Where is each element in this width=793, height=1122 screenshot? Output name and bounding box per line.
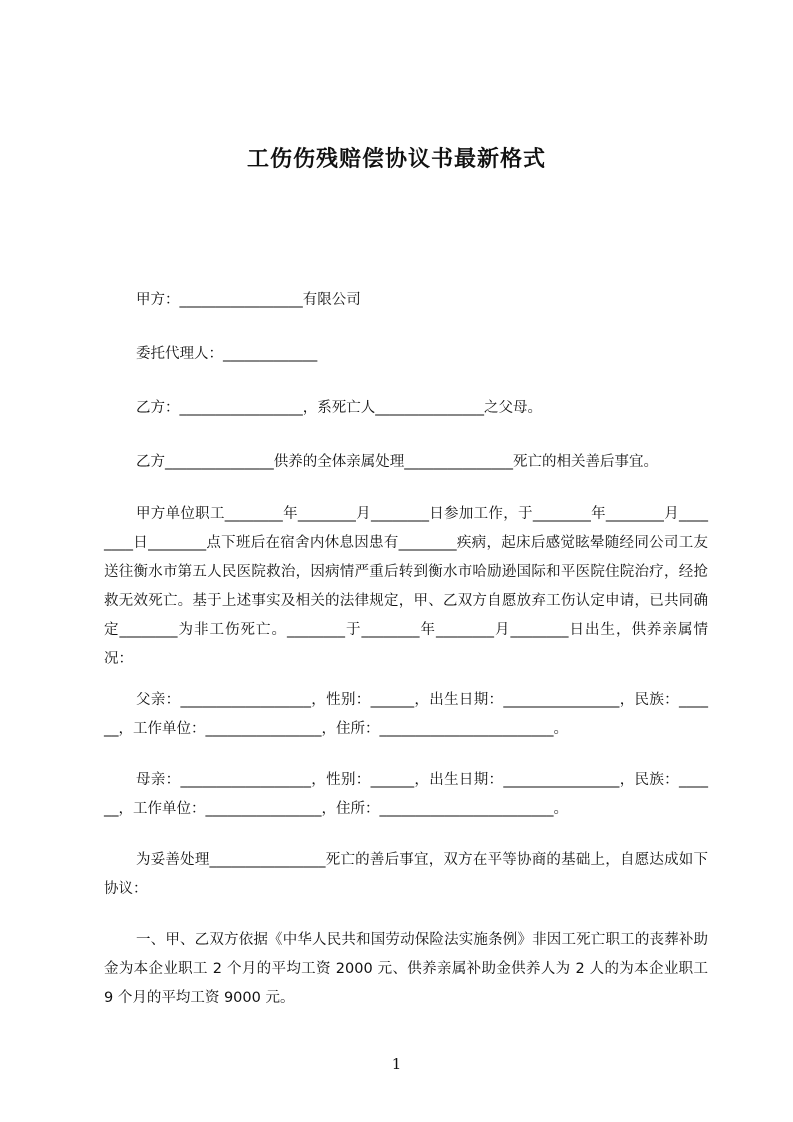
party-a-line: 甲方：_________________有限公司 xyxy=(136,292,361,308)
clause-one-paragraph: 一、甲、乙双方依据《中华人民共和国劳动保险法实施条例》非因工死亡职工的丧葬补助金为本企业职工 2 个月的平均工资 2000 元、供养亲属补助金供养人为 2 人的为本企业职工 9 个月的平均工资 9000 元。 xyxy=(104,932,708,1006)
party-b-scope-line: 乙方_______________供养的全体亲属处理_______________死亡的相关善后事宜。 xyxy=(136,454,658,470)
incident-paragraph: 甲方单位职工________年________月________日参加工作，于________年________月________日________点下班后在宿舍内休息因患有________疾病，起床后感觉眩晕随经同公司工友送往衡水市第五人民医院救治，因病情严重后转到衡水市哈励逊国际和平医院住院治疗，经抢救无效死亡。基于上述事实及相关的法律规定，甲、乙双方自愿放弃工伤认定申请，已共同确定________为非工伤死亡。________于________年________月________日出生，供养亲属情况： xyxy=(104,506,708,667)
party-b-line: 乙方：_________________，系死亡人_______________之父母。 xyxy=(136,400,542,416)
agent-line: 委托代理人：_____________ xyxy=(136,346,318,362)
page-number: 1 xyxy=(391,1055,402,1073)
mother-info-paragraph: 母亲：__________________，性别：______，出生日期：________________，民族：______，工作单位：________________，住所：________________________。 xyxy=(104,772,708,817)
agreement-intro-paragraph: 为妥善处理________________死亡的善后事宜，双方在平等协商的基础上，自愿达成如下协议： xyxy=(104,852,708,897)
father-info-paragraph: 父亲：__________________，性别：______，出生日期：________________，民族：______，工作单位：________________，住所：________________________。 xyxy=(104,692,708,737)
document-title: 工伤伤残赔偿协议书最新格式 xyxy=(246,147,546,172)
